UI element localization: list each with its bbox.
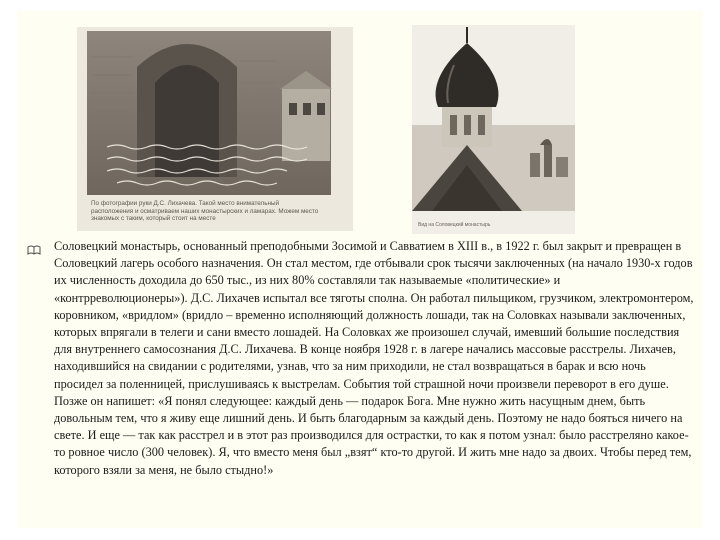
book-bullet-icon <box>27 245 41 255</box>
photo-church-dome <box>412 25 575 234</box>
photo-monastery-ruins <box>77 27 353 231</box>
church-dome-image <box>412 25 575 234</box>
body-text: Соловецкий монастырь, основанный преподобными Зосимой и Савватием в XIII в., в 1922 г. был закрыт и превращен в Соловецкий лагерь особого назначения. Он стал местом, где отбывали срок тысячи заключенных (на начало 1930-х годов их численность доходила до 650 тыс., из них 80% составляли так называемые «политические» и «контрреволюционеры»). Д.С. Лихачев испытал все тяготы сполна. Он работал пильщиком, грузчиком, электромонтером, коровником, «вридлом» (вридло – временно исполняющий должность лошади, так на Соловках называли заключенных, которых впрягали в телеги и сани вместо лошадей. На Соловках же произошел случай, имевший большие последствия для внутреннего самосознания Д.С. Лихачева. В конце ноября 1928 г. в лагере начались массовые расстрелы. Лихачев, находившийся на свидании с родителями, узнав, что за ним приходили, не стал возвращаться в барак и всю ночь просидел за поленницей, прислушиваясь к выстрелам. События той страшной ночи произвели переворот в его душе. Позже он напишет: «Я понял следующее: каждый день — подарок Бога. Мне нужно жить насущным днем, быть довольным тем, что я живу еще лишний день. И быть благодарным за каждый день. Поэтому не надо бояться ничего на свете. И еще — так как расстрел и в этот раз производился для острастки, то как я потом узнал: было расстреляно какое-то ровное число (300 человек). Я, что вместо меня был „взят“ кто-то другой. И жить мне надо за двоих. Чтобы перед тем, которого взяли за меня, не было стыдно!» <box>54 239 694 477</box>
slide <box>17 11 703 528</box>
photo-caption-right: Вид на Соловецкий монастырь <box>418 222 491 228</box>
photo-caption-left: По фотографии руки Д.С. Лихачева. Такой место внимательный расположения и осматриваем наших монастырских и ламарах. Можем место знакомых с таким, который стоит на месте <box>91 200 319 222</box>
